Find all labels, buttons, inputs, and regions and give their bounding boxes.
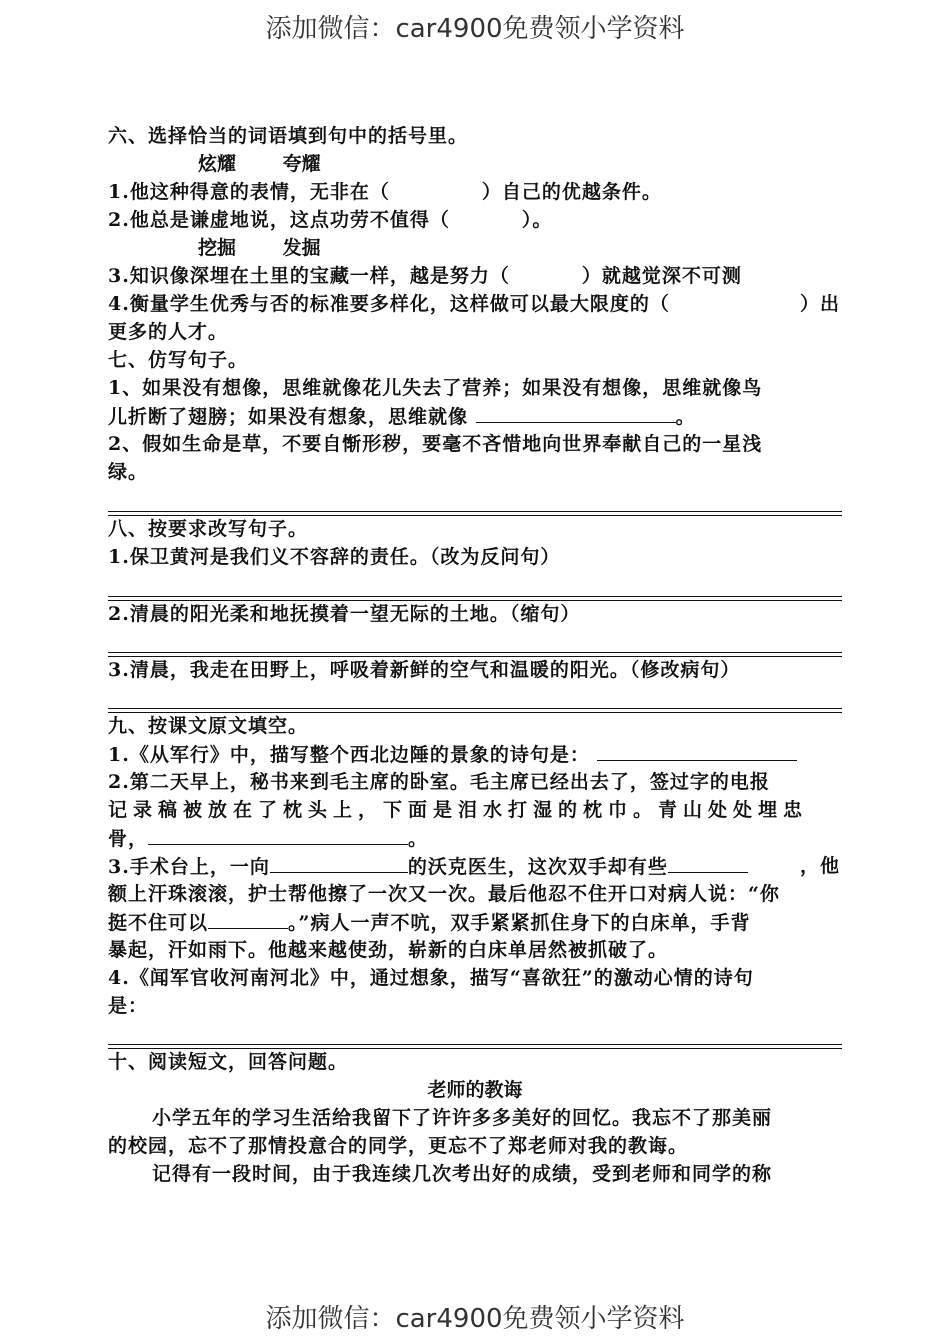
answer-blank[interactable] xyxy=(270,854,408,873)
question-9-2-cont: 记录稿被放在了枕头上，下面是泪水打湿的枕巾。青山处处埋忠 xyxy=(108,799,809,821)
question-9-3: 3.手术台上，一向 的沃克医生，这次双手却有些 ，他 xyxy=(108,855,840,878)
word-option: 发掘 xyxy=(282,237,321,259)
question-6-4: 4.衡量学生优秀与否的标准要多样化，这样做可以最大限度的（ ）出 xyxy=(108,293,840,315)
question-6-4-cont: 更多的人才。 xyxy=(108,321,229,343)
answer-line[interactable] xyxy=(108,596,842,601)
question-9-4: 4.《闻军官收河南河北》中，通过想象，描写“喜欲狂”的激动心情的诗句 xyxy=(108,967,754,989)
answer-line[interactable] xyxy=(108,1044,842,1049)
question-6-3: 3.知识像深埋在土里的宝藏一样，越是努力（ ）就越觉深不可测 xyxy=(108,265,742,287)
question-9-3-cont3: 暴起，汗如雨下。他越来越使劲，崭新的白床单居然被抓破了。 xyxy=(108,939,669,961)
word-option: 夸耀 xyxy=(282,153,321,175)
watermark-top: 添加微信：car4900免费领小学资料 xyxy=(265,14,685,44)
article-paragraph-1: 小学五年的学习生活给我留下了许许多多美好的回忆。我忘不了那美丽 xyxy=(152,1107,773,1129)
answer-blank[interactable] xyxy=(668,854,748,873)
question-6-2: 2.他总是谦虚地说，这点功劳不值得（ ）。 xyxy=(108,209,553,231)
answer-line[interactable] xyxy=(108,708,842,713)
watermark-bottom: 添加微信：car4900免费领小学资料 xyxy=(265,1304,685,1334)
answer-blank[interactable] xyxy=(208,910,288,929)
section-7-title: 七、仿写句子。 xyxy=(108,349,249,371)
answer-blank[interactable] xyxy=(148,826,408,845)
cropped-header-line xyxy=(320,40,640,50)
article-paragraph-1-cont: 的校园，忘不了那情投意合的同学，更忘不了郑老师对我的教诲。 xyxy=(108,1135,689,1157)
section-8-title: 八、按要求改写句子。 xyxy=(108,518,309,540)
question-9-3-cont2: 挺不住可以 。”病人一声不吭，双手紧紧抓住身下的白床单，手背 xyxy=(108,912,751,934)
article-title: 老师的教诲 xyxy=(427,1079,523,1101)
article-paragraph-2: 记得有一段时间，由于我连续几次考出好的成绩，受到老师和同学的称 xyxy=(152,1163,773,1185)
answer-blank[interactable] xyxy=(597,742,797,761)
question-9-2: 2.第二天早上，秘书来到毛主席的卧室。毛主席已经出去了，签过字的电报 xyxy=(108,771,770,793)
question-6-1: 1.他这种得意的表情，无非在（ ）自己的优越条件。 xyxy=(108,181,662,203)
question-8-1: 1.保卫黄河是我们义不容辞的责任。（改为反问句） xyxy=(108,546,561,568)
section-9-title: 九、按课文原文填空。 xyxy=(108,715,309,737)
word-option: 挖掘 xyxy=(198,237,237,259)
word-options-1 xyxy=(198,152,361,176)
answer-line[interactable] xyxy=(108,511,842,516)
question-7-2-cont: 绿。 xyxy=(108,461,149,483)
section-6-title: 六、选择恰当的词语填到句中的括号里。 xyxy=(108,125,469,147)
question-8-2: 2.清晨的阳光柔和地抚摸着一望无际的土地。（缩句） xyxy=(108,603,581,625)
section-10-title: 十、阅读短文，回答问题。 xyxy=(108,1051,349,1073)
question-7-1: 1、如果没有想像，思维就像花儿失去了营养；如果没有想像，思维就像鸟 xyxy=(108,377,763,399)
question-7-2: 2、假如生命是草，不要自惭形秽，要毫不吝惜地向世界奉献自己的一星浅 xyxy=(108,433,763,455)
answer-line[interactable] xyxy=(108,652,842,657)
question-9-4-cont: 是： xyxy=(108,995,149,1017)
question-9-2-end: 骨， 。 xyxy=(108,828,429,850)
word-option: 炫耀 xyxy=(198,153,237,175)
answer-blank[interactable] xyxy=(476,404,676,423)
word-options-2 xyxy=(198,236,361,260)
question-8-3: 3.清晨，我走在田野上，呼吸着新鲜的空气和温暖的阳光。（修改病句） xyxy=(108,659,741,681)
question-9-1: 1.《从军行》中，描写整个西北边陲的景象的诗句是： xyxy=(108,742,797,767)
question-9-3-cont: 额上汗珠滚滚，护士帮他擦了一次又一次。最后他忍不住开口对病人说：“你 xyxy=(108,883,780,905)
question-7-1-cont: 儿折断了翅膀；如果没有想象，思维就像 。 xyxy=(108,406,696,428)
